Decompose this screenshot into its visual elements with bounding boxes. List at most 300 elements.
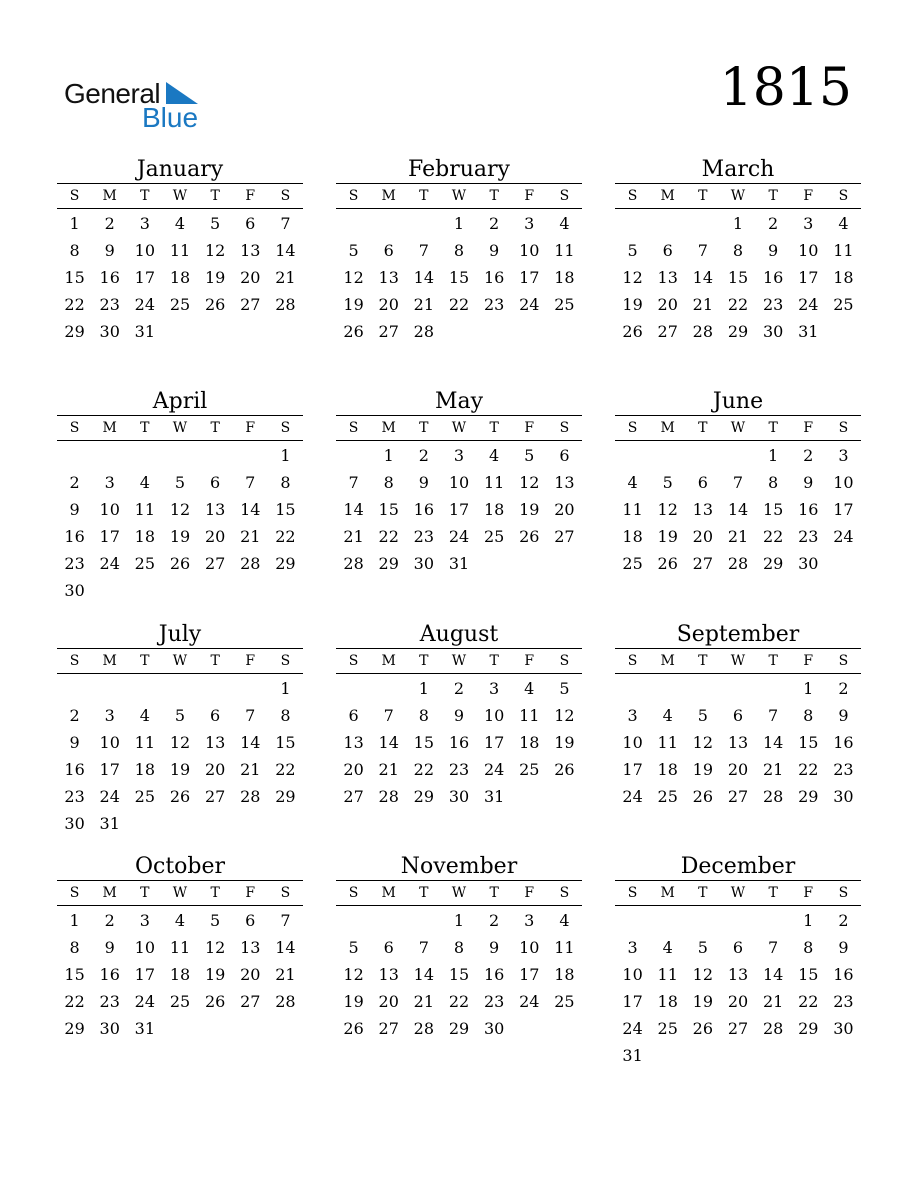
day-cell: 17 (833, 500, 854, 519)
day-cell: 1 (280, 446, 291, 465)
day-cell: 17 (622, 992, 643, 1011)
day-cell: 1 (383, 446, 394, 465)
day-cell: 4 (139, 706, 150, 725)
day-cell: 9 (489, 938, 500, 957)
day-cell: 1 (732, 214, 744, 233)
weekday-label: M (102, 420, 117, 436)
day-cell: 2 (69, 706, 80, 725)
day-cell: 30 (833, 1019, 854, 1038)
day-cell: 1 (418, 679, 429, 698)
day-cell: 25 (519, 760, 540, 779)
empty-cell (406, 210, 441, 237)
month-may (336, 389, 582, 577)
day-cell: 25 (169, 295, 191, 314)
day-cell: 7 (732, 473, 744, 492)
weekday-label: W (730, 188, 746, 204)
month-title: August (419, 622, 499, 647)
day-cell: 27 (378, 322, 399, 341)
day-cell: 13 (727, 733, 749, 752)
weekday-label: S (627, 653, 638, 669)
day-cell: 26 (343, 322, 364, 341)
day-cell: 25 (657, 1019, 678, 1038)
day-cell: 7 (418, 241, 429, 260)
month-title: June (712, 389, 764, 414)
weekday-label: M (381, 653, 396, 669)
weekday-label: S (69, 885, 80, 901)
day-cell: 23 (99, 992, 120, 1011)
day-cell: 3 (104, 473, 115, 492)
day-cell: 15 (275, 733, 296, 752)
day-cell: 5 (348, 241, 359, 260)
day-cell: 6 (662, 241, 673, 260)
day-cell: 31 (483, 787, 505, 806)
weekday-label: F (524, 188, 535, 204)
month-title: October (134, 854, 226, 879)
weekday-label: T (419, 885, 429, 901)
day-cell: 20 (657, 295, 678, 314)
day-cell: 12 (692, 965, 714, 984)
day-cell: 16 (99, 965, 120, 984)
day-cell: 10 (448, 473, 470, 492)
day-cell: 13 (343, 733, 364, 752)
weekday-label: S (559, 653, 570, 669)
day-cell: 22 (798, 992, 819, 1011)
day-cell: 21 (343, 527, 364, 546)
day-cell: 9 (838, 706, 849, 725)
day-cell: 20 (204, 527, 226, 546)
empty-cell (336, 442, 371, 469)
day-cell: 16 (762, 268, 784, 287)
day-cell: 4 (627, 473, 638, 492)
day-cell: 10 (798, 241, 819, 260)
day-cell: 10 (833, 473, 854, 492)
day-cell: 6 (697, 473, 708, 492)
day-cell: 8 (69, 241, 80, 260)
day-cell: 8 (453, 938, 465, 957)
day-cell: 12 (343, 965, 364, 984)
day-cell: 2 (838, 679, 849, 698)
empty-cell (650, 675, 685, 702)
day-cell: 31 (798, 322, 819, 341)
weekday-label: M (102, 188, 117, 204)
day-cell: 26 (343, 1019, 364, 1038)
day-cell: 24 (448, 527, 470, 546)
day-cell: 10 (99, 500, 120, 519)
day-cell: 16 (413, 500, 435, 519)
empty-cell (198, 442, 233, 469)
day-cell: 11 (169, 938, 191, 957)
day-cell: 7 (280, 911, 291, 930)
day-cell: 29 (275, 554, 296, 573)
day-cell: 10 (134, 241, 156, 260)
empty-cell (685, 675, 720, 702)
day-cell: 13 (692, 500, 714, 519)
weekday-label: S (627, 420, 638, 436)
day-cell: 9 (104, 241, 115, 260)
day-cell: 6 (245, 214, 256, 233)
weekday-header (336, 415, 582, 441)
day-cell: 14 (727, 500, 749, 519)
day-cell: 2 (69, 473, 80, 492)
weekday-label: M (660, 420, 675, 436)
day-cell: 11 (833, 241, 854, 260)
weekday-label: W (730, 885, 746, 901)
day-cell: 13 (240, 938, 261, 957)
day-cell: 2 (489, 214, 500, 233)
day-cell: 27 (554, 527, 575, 546)
weekday-label: M (381, 420, 396, 436)
empty-cell (336, 210, 371, 237)
month-february (336, 157, 582, 345)
weekday-label: F (245, 885, 256, 901)
day-cell: 22 (275, 760, 296, 779)
day-cell: 22 (762, 527, 784, 546)
day-grid (615, 441, 861, 577)
day-cell: 13 (204, 733, 226, 752)
weekday-header (57, 415, 303, 441)
day-cell: 26 (657, 554, 678, 573)
day-cell: 26 (692, 787, 714, 806)
day-cell: 20 (240, 268, 261, 287)
day-cell: 14 (378, 733, 399, 752)
weekday-label: T (419, 653, 429, 669)
weekday-header (57, 183, 303, 209)
day-cell: 4 (489, 446, 500, 465)
day-cell: 18 (554, 965, 575, 984)
empty-cell (685, 210, 720, 237)
day-cell: 6 (348, 706, 359, 725)
day-cell: 5 (348, 938, 359, 957)
weekday-label: S (348, 420, 359, 436)
day-cell: 24 (483, 760, 505, 779)
day-grid (57, 906, 303, 1042)
day-cell: 2 (838, 911, 849, 930)
day-cell: 18 (134, 760, 156, 779)
day-cell: 21 (692, 295, 714, 314)
day-cell: 6 (732, 938, 744, 957)
day-cell: 9 (453, 706, 465, 725)
empty-cell (198, 675, 233, 702)
day-cell: 8 (732, 241, 744, 260)
day-cell: 23 (483, 992, 505, 1011)
day-cell: 13 (204, 500, 226, 519)
day-cell: 16 (483, 965, 505, 984)
day-cell: 15 (798, 733, 819, 752)
day-cell: 21 (240, 760, 261, 779)
day-cell: 3 (104, 706, 115, 725)
weekday-header (336, 648, 582, 674)
day-cell: 25 (134, 554, 156, 573)
weekday-label: T (140, 420, 150, 436)
day-cell: 22 (448, 295, 470, 314)
day-cell: 15 (413, 733, 435, 752)
day-cell: 18 (134, 527, 156, 546)
day-cell: 11 (134, 500, 156, 519)
weekday-label: T (419, 420, 429, 436)
day-cell: 19 (554, 733, 575, 752)
day-grid (615, 906, 861, 1069)
day-cell: 24 (519, 992, 540, 1011)
day-cell: 17 (483, 733, 505, 752)
empty-cell (57, 675, 92, 702)
empty-cell (720, 907, 755, 934)
weekday-label: T (489, 885, 499, 901)
weekday-label: F (803, 188, 814, 204)
day-cell: 7 (697, 241, 708, 260)
day-cell: 3 (453, 446, 465, 465)
day-cell: 22 (378, 527, 399, 546)
day-cell: 20 (343, 760, 364, 779)
day-cell: 17 (519, 268, 540, 287)
day-cell: 9 (418, 473, 429, 492)
day-cell: 12 (204, 938, 226, 957)
day-cell: 1 (69, 911, 80, 930)
day-cell: 13 (378, 268, 399, 287)
day-cell: 31 (134, 322, 156, 341)
day-cell: 9 (803, 473, 814, 492)
day-cell: 12 (554, 706, 575, 725)
weekday-label: W (730, 420, 746, 436)
day-cell: 29 (64, 322, 85, 341)
day-cell: 20 (240, 965, 261, 984)
day-cell: 3 (627, 938, 638, 957)
day-cell: 26 (554, 760, 575, 779)
day-cell: 27 (657, 322, 678, 341)
day-cell: 3 (489, 679, 500, 698)
weekday-label: W (451, 188, 467, 204)
day-cell: 16 (798, 500, 819, 519)
day-cell: 23 (64, 787, 85, 806)
day-cell: 25 (622, 554, 643, 573)
day-cell: 10 (519, 938, 540, 957)
day-cell: 1 (803, 911, 814, 930)
day-cell: 14 (275, 241, 296, 260)
day-cell: 23 (833, 760, 854, 779)
day-cell: 20 (727, 760, 749, 779)
weekday-label: S (838, 885, 849, 901)
day-cell: 31 (448, 554, 470, 573)
month-title: February (408, 157, 510, 182)
day-cell: 10 (622, 733, 643, 752)
day-cell: 5 (210, 911, 221, 930)
weekday-header (57, 648, 303, 674)
day-cell: 5 (627, 241, 638, 260)
day-cell: 6 (210, 706, 221, 725)
month-title: September (676, 622, 800, 647)
day-cell: 10 (622, 965, 643, 984)
day-cell: 13 (240, 241, 261, 260)
brand-triangle-icon (166, 82, 198, 104)
day-cell: 19 (343, 295, 364, 314)
day-cell: 23 (798, 527, 819, 546)
day-cell: 24 (99, 554, 120, 573)
weekday-label: T (419, 188, 429, 204)
day-cell: 25 (833, 295, 854, 314)
day-cell: 25 (657, 787, 678, 806)
weekday-label: F (245, 420, 256, 436)
month-november (336, 854, 582, 1042)
day-cell: 7 (383, 706, 394, 725)
day-cell: 29 (798, 1019, 819, 1038)
day-cell: 12 (519, 473, 540, 492)
day-cell: 26 (204, 295, 226, 314)
day-cell: 30 (833, 787, 854, 806)
day-cell: 4 (559, 214, 570, 233)
weekday-label: W (172, 188, 188, 204)
empty-cell (685, 907, 720, 934)
day-cell: 7 (245, 473, 256, 492)
day-cell: 22 (275, 527, 296, 546)
weekday-label: T (489, 653, 499, 669)
weekday-label: W (451, 885, 467, 901)
weekday-label: M (102, 885, 117, 901)
day-cell: 21 (378, 760, 399, 779)
day-cell: 30 (798, 554, 819, 573)
day-cell: 21 (413, 295, 435, 314)
day-cell: 28 (275, 295, 296, 314)
day-cell: 27 (378, 1019, 399, 1038)
day-cell: 8 (803, 938, 814, 957)
weekday-header (57, 880, 303, 906)
day-cell: 22 (727, 295, 749, 314)
day-cell: 12 (204, 241, 226, 260)
weekday-label: W (172, 653, 188, 669)
day-cell: 18 (657, 992, 678, 1011)
day-cell: 20 (204, 760, 226, 779)
month-january (57, 157, 303, 345)
day-cell: 24 (798, 295, 819, 314)
weekday-label: W (172, 420, 188, 436)
day-cell: 23 (64, 554, 85, 573)
day-cell: 24 (622, 1019, 643, 1038)
day-cell: 28 (413, 1019, 435, 1038)
day-cell: 14 (240, 733, 261, 752)
weekday-label: T (698, 420, 708, 436)
calendar-year: 1815 (719, 58, 852, 118)
weekday-label: T (210, 188, 220, 204)
day-cell: 18 (169, 268, 191, 287)
day-cell: 2 (104, 214, 115, 233)
empty-cell (233, 442, 268, 469)
day-cell: 26 (622, 322, 643, 341)
weekday-label: S (69, 420, 80, 436)
weekday-label: S (559, 188, 570, 204)
weekday-label: W (730, 653, 746, 669)
day-cell: 22 (413, 760, 435, 779)
day-cell: 28 (275, 992, 296, 1011)
day-cell: 20 (692, 527, 714, 546)
empty-cell (233, 675, 268, 702)
day-cell: 7 (245, 706, 256, 725)
day-cell: 25 (554, 992, 575, 1011)
brand-name-general: General (64, 78, 161, 109)
day-cell: 15 (762, 500, 784, 519)
day-cell: 3 (627, 706, 638, 725)
month-title: January (136, 157, 224, 182)
weekday-label: S (280, 420, 291, 436)
day-cell: 30 (448, 787, 470, 806)
day-cell: 13 (727, 965, 749, 984)
day-cell: 23 (483, 295, 505, 314)
day-cell: 6 (559, 446, 570, 465)
weekday-label: F (524, 420, 535, 436)
day-cell: 8 (453, 241, 465, 260)
day-cell: 13 (657, 268, 678, 287)
day-cell: 2 (104, 911, 115, 930)
day-cell: 18 (483, 500, 505, 519)
day-cell: 28 (727, 554, 749, 573)
month-june (615, 389, 861, 577)
day-cell: 5 (524, 446, 535, 465)
day-cell: 15 (448, 268, 470, 287)
day-grid (336, 674, 582, 810)
weekday-label: T (210, 653, 220, 669)
day-cell: 7 (348, 473, 359, 492)
day-cell: 8 (280, 473, 291, 492)
day-cell: 13 (554, 473, 575, 492)
day-cell: 1 (69, 214, 80, 233)
day-cell: 6 (383, 938, 394, 957)
day-cell: 4 (524, 679, 535, 698)
day-cell: 19 (204, 268, 226, 287)
weekday-label: T (210, 420, 220, 436)
day-cell: 19 (169, 760, 191, 779)
day-cell: 28 (240, 554, 261, 573)
day-cell: 4 (559, 911, 570, 930)
month-august (336, 622, 582, 810)
day-cell: 11 (554, 938, 575, 957)
weekday-label: F (803, 885, 814, 901)
day-cell: 28 (343, 554, 364, 573)
day-cell: 14 (240, 500, 261, 519)
day-cell: 24 (99, 787, 120, 806)
day-cell: 19 (692, 992, 714, 1011)
day-cell: 14 (413, 268, 435, 287)
month-april (57, 389, 303, 604)
day-cell: 19 (519, 500, 540, 519)
day-cell: 16 (833, 965, 854, 984)
day-cell: 4 (662, 706, 673, 725)
day-cell: 2 (453, 679, 465, 698)
day-cell: 27 (204, 787, 226, 806)
weekday-label: T (768, 188, 778, 204)
empty-cell (650, 907, 685, 934)
day-cell: 25 (169, 992, 191, 1011)
day-cell: 8 (418, 706, 429, 725)
weekday-label: S (838, 420, 849, 436)
brand-name-blue: Blue (142, 102, 199, 133)
day-grid (336, 441, 582, 577)
day-cell: 15 (275, 500, 296, 519)
day-cell: 29 (798, 787, 819, 806)
empty-cell (162, 442, 197, 469)
weekday-label: F (245, 188, 256, 204)
day-cell: 9 (838, 938, 849, 957)
day-cell: 16 (448, 733, 470, 752)
empty-cell (615, 442, 650, 469)
day-cell: 27 (204, 554, 226, 573)
day-cell: 1 (803, 679, 814, 698)
day-cell: 3 (139, 911, 150, 930)
weekday-label: T (698, 885, 708, 901)
weekday-label: S (627, 885, 638, 901)
day-cell: 10 (483, 706, 505, 725)
day-cell: 14 (275, 938, 296, 957)
weekday-label: S (348, 653, 359, 669)
day-cell: 17 (134, 965, 156, 984)
day-cell: 19 (657, 527, 678, 546)
day-cell: 16 (833, 733, 854, 752)
